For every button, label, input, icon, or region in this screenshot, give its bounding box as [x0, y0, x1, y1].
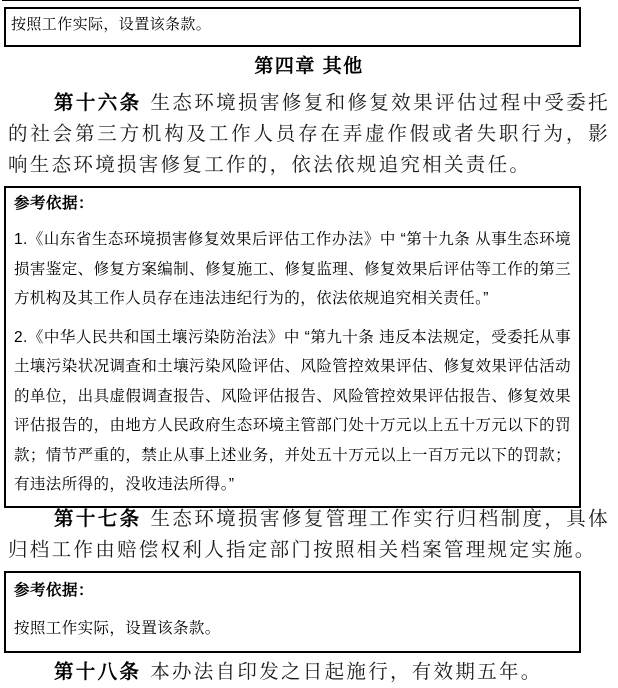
article-17-text: 生态环境损害修复管理工作实行归档制度，具体归档工作由赔偿权利人指定部门按照相关档案管理规定实施。 — [8, 509, 610, 561]
reference-item-1: 按照工作实际，设置该条款。 — [14, 620, 221, 637]
reference-box-top — [4, 7, 581, 47]
chapter-heading: 第四章 其他 — [254, 56, 364, 77]
reference-item-2: 2.《中华人民共和国土壤污染防治法》中 “第九十条 违反本法规定，受委托从事土壤污染状况调查和土壤污染风险评估、风险管控效果评估、修复效果评估活动的单位，出具虚假调查报告、风险评估报告、风险管控效果评估报告、修复效果评估报告的，由地方人民政府生态环境主管部门处十万元以上五十万元以下的罚款；情节严重的，禁止从事上述业务，并处五十万元以上一百万元以下的罚款；有违法所得的，没收违法所得。” — [14, 328, 571, 493]
reference-box-article17 — [4, 571, 581, 653]
article-18-paragraph — [8, 657, 610, 688]
article-17-label: 第十七条 — [54, 508, 142, 530]
reference-box-article16 — [4, 186, 581, 508]
reference-box-title: 参考依据： — [14, 195, 95, 212]
reference-box-title: 参考依据： — [14, 582, 95, 599]
article-16-paragraph — [8, 88, 610, 181]
article-18-text: 本办法自印发之日起施行，有效期五年。 — [150, 662, 543, 683]
reference-box-text: 按照工作实际，设置该条款。 — [11, 16, 212, 33]
top-cutoff-box — [2, 0, 579, 1]
reference-item-1: 1.《山东省生态环境损害修复效果后评估工作办法》中 “第十九条 从事生态环境损害鉴定、修复方案编制、修复施工、修复监理、修复效果后评估等工作的第三方机构及其工作人员存在违法违纪行为的，依法依规追究相关责任。” — [14, 231, 571, 307]
article-16-text: 生态环境损害修复和修复效果评估过程中受委托的社会第三方机构及工作人员存在弄虚作假或者失职行为，影响生态环境损害修复工作的，依法依规追究相关责任。 — [8, 93, 610, 176]
article-18-label: 第十八条 — [54, 661, 142, 683]
article-17-paragraph — [8, 504, 610, 566]
article-16-label: 第十六条 — [54, 92, 142, 114]
